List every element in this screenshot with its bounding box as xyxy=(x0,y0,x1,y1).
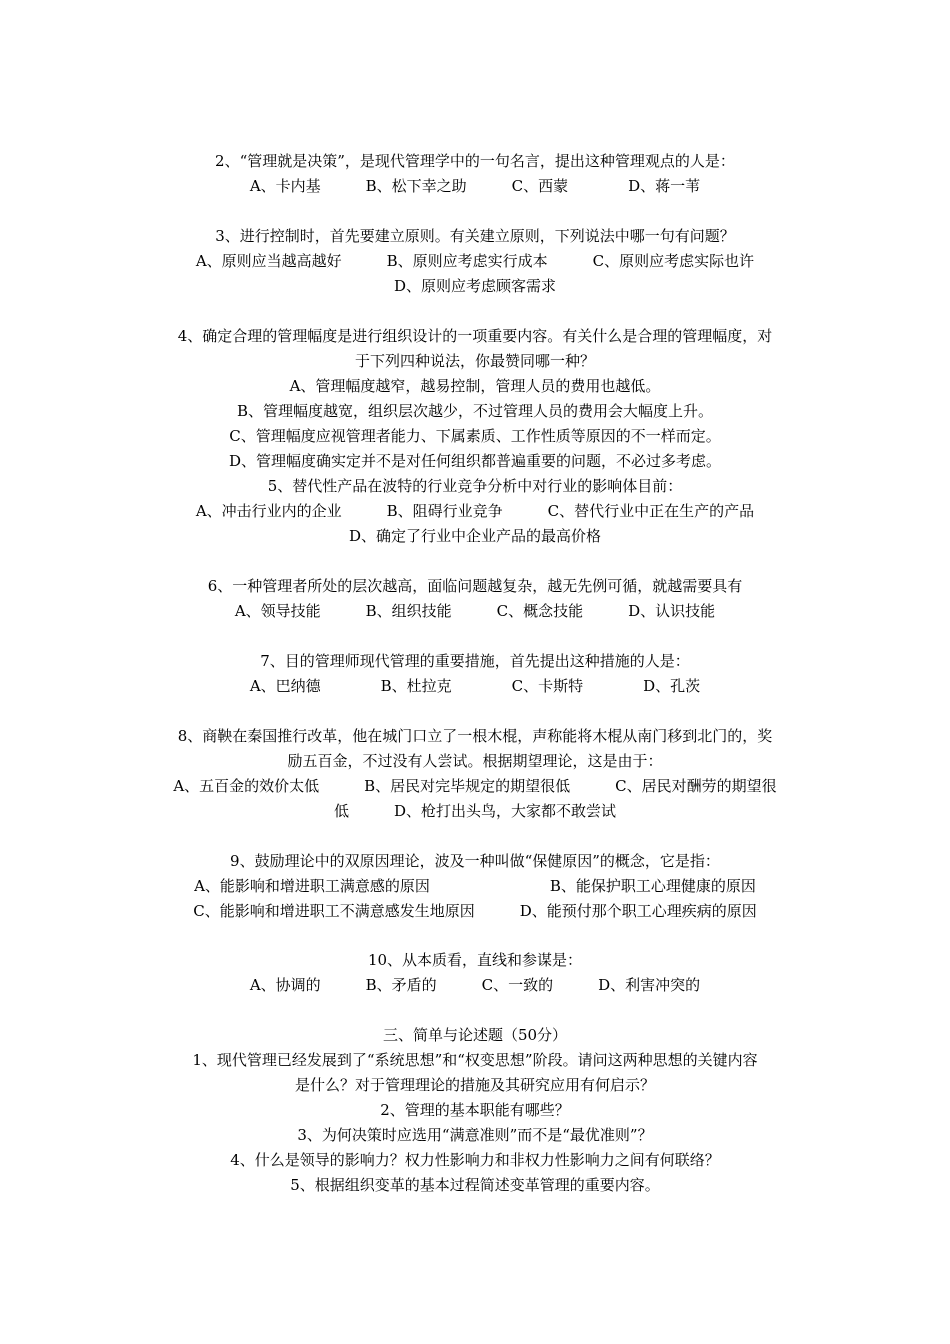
question-4-option-b: B、管理幅度越宽，组织层次越少，不过管理人员的费用会大幅度上升。 xyxy=(236,402,714,420)
question-2-stem: 2、“管理就是决策”，是现代管理学中的一句名言，提出这种管理观点的人是： xyxy=(215,152,735,170)
question-5-options: A、冲击行业内的企业 B、阻碍行业竞争 C、替代行业中正在生产的产品 xyxy=(195,502,755,520)
essay-question-1-cont: 是什么？对于管理理论的措施及其研究应用有何启示？ xyxy=(294,1076,655,1094)
question-7-options: A、巴纳德 B、杜拉克 C、卡斯特 D、孔茨 xyxy=(249,677,701,695)
question-8-stem-cont: 励五百金，不过没有人尝试。根据期望理论，这是由于： xyxy=(287,752,663,770)
essay-question-5: 5、根据组织变革的基本过程简述变革管理的重要内容。 xyxy=(290,1176,660,1194)
question-8-options-cont: 低 D、枪打出头鸟，大家都不敢尝试 xyxy=(333,802,617,820)
question-10-stem: 10、从本质看，直线和参谋是： xyxy=(367,951,583,969)
question-4-option-d: D、管理幅度确实定并不是对任何组织都普遍重要的问题，不必过多考虑。 xyxy=(228,452,722,470)
question-4-stem-cont: 于下列四种说法，你最赞同哪一种？ xyxy=(354,352,595,370)
question-9-options-cd: C、能影响和增进职工不满意感发生地原因 D、能预付那个职工心理疾病的原因 xyxy=(193,902,757,920)
essay-question-3: 3、为何决策时应选用“满意准则”而不是“最优准则”？ xyxy=(297,1126,653,1144)
question-4-stem: 4、确定合理的管理幅度是进行组织设计的一项重要内容。有关什么是合理的管理幅度，对 xyxy=(177,327,773,345)
question-3-options-cont: D、原则应考虑顾客需求 xyxy=(393,277,557,295)
question-9-options-ab: A、能影响和增进职工满意感的原因 B、能保护职工心理健康的原因 xyxy=(194,877,756,895)
essay-question-1: 1、现代管理已经发展到了“系统思想”和“权变思想”阶段。请问这两种思想的关键内容 xyxy=(192,1051,758,1069)
question-4-option-a: A、管理幅度越窄，越易控制，管理人员的费用也越低。 xyxy=(289,377,661,395)
question-3-options: A、原则应当越高越好 B、原则应考虑实行成本 C、原则应考虑实际也许 xyxy=(195,252,755,270)
question-5-options-cont: D、确定了行业中企业产品的最高价格 xyxy=(348,527,602,545)
question-6-stem: 6、一种管理者所处的层次越高，面临问题越复杂，越无先例可循，就越需要具有 xyxy=(207,577,743,595)
question-5-stem: 5、替代性产品在波特的行业竞争分析中对行业的影响体目前： xyxy=(267,477,683,495)
question-3-stem: 3、进行控制时，首先要建立原则。有关建立原则，下列说法中哪一句有问题？ xyxy=(215,227,735,245)
essay-question-4: 4、什么是领导的影响力？权力性影响力和非权力性影响力之间有何联络？ xyxy=(230,1151,720,1169)
question-9-stem: 9、鼓励理论中的双原因理论，波及一种叫做“保健原因”的概念，它是指： xyxy=(230,852,720,870)
question-2-options: A、卡内基 B、松下幸之助 C、西蒙 D、蒋一苇 xyxy=(249,177,701,195)
essay-question-2: 2、管理的基本职能有哪些？ xyxy=(380,1101,570,1119)
question-8-stem: 8、商鞅在秦国推行改革，他在城门口立了一根木棍，声称能将木棍从南门移到北门的，奖 xyxy=(177,727,773,745)
question-4-option-c: C、管理幅度应视管理者能力、下属素质、工作性质等原因的不一样而定。 xyxy=(229,427,721,445)
question-7-stem: 7、目的管理师现代管理的重要措施，首先提出这种措施的人是： xyxy=(260,652,690,670)
question-8-options: A、五百金的效价太低 B、居民对完毕规定的期望很低 C、居民对酬劳的期望很 xyxy=(173,777,777,795)
question-6-options: A、领导技能 B、组织技能 C、概念技能 D、认识技能 xyxy=(234,602,716,620)
section-3-heading: 三、简单与论述题（50分） xyxy=(382,1026,568,1044)
question-10-options: A、协调的 B、矛盾的 C、一致的 D、利害冲突的 xyxy=(249,976,701,994)
